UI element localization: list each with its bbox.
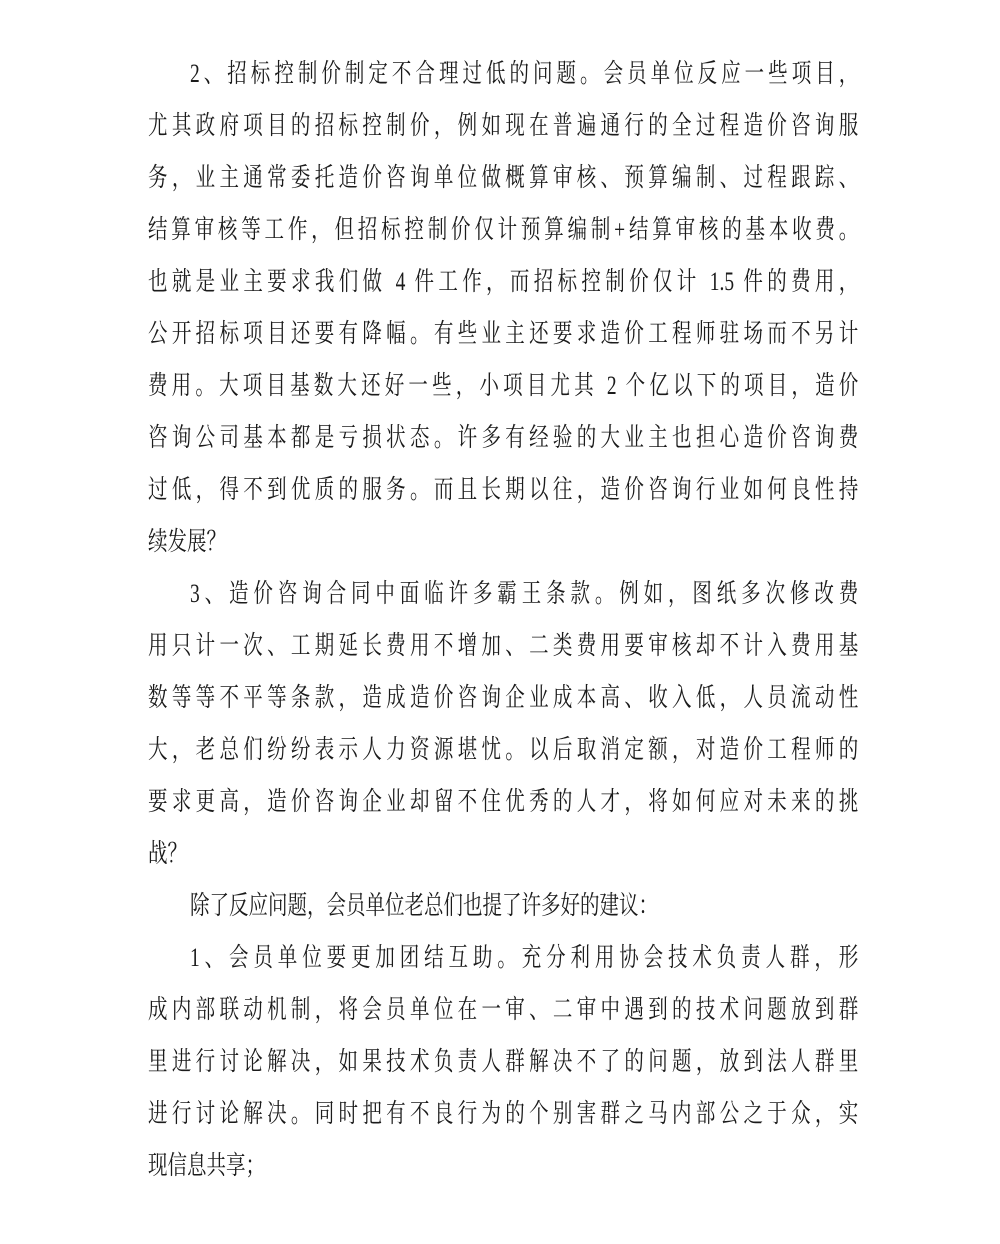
text-line (148, 204, 858, 256)
text-line (148, 620, 858, 672)
text-line-content: 大，老总们纷纷表示人力资源堪忧。以后取消定额，对造价工程师的 (148, 735, 859, 764)
text-line-content: 咨询公司基本都是亏损状态。许多有经验的大业主也担心造价咨询费 (148, 423, 859, 452)
text-line-content: 公开招标项目还要有降幅。有些业主还要求造价工程师驻场而不另计 (148, 319, 859, 348)
text-line-content: 3、造价咨询合同中面临许多霸王条款。例如，图纸多次修改费 (190, 579, 859, 608)
text-line-content: 也就是业主要求我们做 4 件工作，而招标控制价仅计 1.5 件的费用， (148, 267, 859, 296)
text-line (148, 308, 858, 360)
text-line-content: 过低，得不到优质的服务。而且长期以往，造价咨询行业如何良性持 (148, 475, 859, 504)
text-line-content: 结算审核等工作，但招标控制价仅计预算编制+结算审核的基本收费。 (148, 215, 859, 244)
text-line-content: 除了反应问题，会员单位老总们也提了许多好的建议： (190, 891, 659, 920)
text-line-content: 要求更高，造价咨询企业却留不住优秀的人才，将如何应对未来的挑 (148, 787, 859, 816)
text-line-content: 2、招标控制价制定不合理过低的问题。会员单位反应一些项目， (190, 59, 859, 88)
text-line (148, 256, 858, 308)
text-line (148, 672, 858, 724)
text-line (148, 100, 858, 152)
text-line (148, 828, 858, 880)
text-line (148, 360, 858, 412)
text-line-content: 数等等不平等条款，造成造价咨询企业成本高、收入低，人员流动性 (148, 683, 859, 712)
text-line-content: 续发展？ (148, 527, 227, 556)
text-line-content: 务，业主通常委托造价咨询单位做概算审核、预算编制、过程跟踪、 (148, 163, 859, 192)
text-line (148, 1088, 858, 1140)
text-line-content: 战？ (148, 839, 188, 868)
text-line-content: 现信息共享； (148, 1151, 266, 1180)
text-line (148, 776, 858, 828)
text-line-content: 费用。大项目基数大还好一些，小项目尤其 2 个亿以下的项目，造价 (148, 371, 859, 400)
text-line-content: 成内部联动机制，将会员单位在一审、二审中遇到的技术问题放到群 (148, 995, 859, 1024)
text-line (148, 932, 858, 984)
text-line-content: 1、会员单位要更加团结互助。充分利用协会技术负责人群，形 (190, 943, 859, 972)
text-line-content: 尤其政府项目的招标控制价，例如现在普遍通行的全过程造价咨询服 (148, 111, 859, 140)
text-line (148, 152, 858, 204)
text-line (148, 412, 858, 464)
text-line (148, 1140, 858, 1192)
text-line (148, 568, 858, 620)
text-line (148, 516, 858, 568)
text-line (148, 984, 858, 1036)
text-line (148, 880, 858, 932)
text-line (148, 48, 858, 100)
text-line-content: 用只计一次、工期延长费用不增加、二类费用要审核却不计入费用基 (148, 631, 859, 660)
document-text-block (148, 48, 858, 1192)
text-line-content: 进行讨论解决。同时把有不良行为的个别害群之马内部公之于众，实 (148, 1099, 859, 1128)
text-line (148, 1036, 858, 1088)
text-line (148, 724, 858, 776)
text-line-content: 里进行讨论解决，如果技术负责人群解决不了的问题，放到法人群里 (148, 1047, 859, 1076)
text-line (148, 464, 858, 516)
